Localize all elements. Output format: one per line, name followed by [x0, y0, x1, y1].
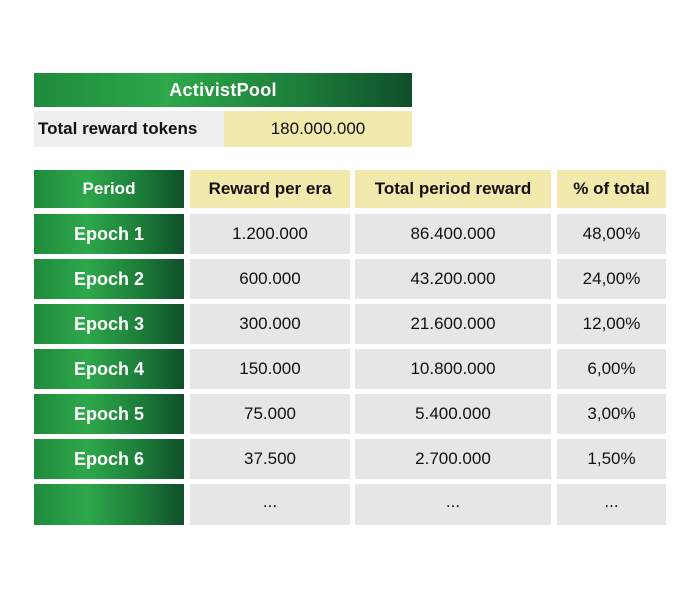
header-total-period-reward: Total period reward: [355, 170, 551, 208]
cell-pct-of-total: 24,00%: [557, 259, 666, 299]
cell-pct-of-total: 1,50%: [557, 439, 666, 479]
row-period-epoch-2: Epoch 2: [34, 259, 184, 299]
cell-pct-of-total: ...: [557, 484, 666, 525]
cell-total-period-reward: 43.200.000: [355, 259, 551, 299]
cell-reward-per-era: 75.000: [190, 394, 350, 434]
row-period-epoch-1: Epoch 1: [34, 214, 184, 254]
cell-reward-per-era: 600.000: [190, 259, 350, 299]
header-reward-per-era: Reward per era: [190, 170, 350, 208]
total-reward-value: 180.000.000: [224, 111, 412, 147]
cell-reward-per-era: 300.000: [190, 304, 350, 344]
cell-total-period-reward: 2.700.000: [355, 439, 551, 479]
pool-title: ActivistPool: [34, 73, 412, 107]
row-period-continuation: [34, 484, 184, 525]
header-pct-of-total: % of total: [557, 170, 666, 208]
row-period-epoch-5: Epoch 5: [34, 394, 184, 434]
cell-total-period-reward: 21.600.000: [355, 304, 551, 344]
cell-reward-per-era: 150.000: [190, 349, 350, 389]
cell-total-period-reward: 10.800.000: [355, 349, 551, 389]
row-period-epoch-3: Epoch 3: [34, 304, 184, 344]
cell-total-period-reward: 86.400.000: [355, 214, 551, 254]
cell-reward-per-era: 37.500: [190, 439, 350, 479]
header-period: Period: [34, 170, 184, 208]
total-reward-label: Total reward tokens: [34, 111, 224, 147]
cell-reward-per-era: 1.200.000: [190, 214, 350, 254]
cell-pct-of-total: 6,00%: [557, 349, 666, 389]
row-period-epoch-6: Epoch 6: [34, 439, 184, 479]
cell-pct-of-total: 12,00%: [557, 304, 666, 344]
cell-pct-of-total: 48,00%: [557, 214, 666, 254]
cell-total-period-reward: ...: [355, 484, 551, 525]
cell-total-period-reward: 5.400.000: [355, 394, 551, 434]
cell-pct-of-total: 3,00%: [557, 394, 666, 434]
row-period-epoch-4: Epoch 4: [34, 349, 184, 389]
cell-reward-per-era: ...: [190, 484, 350, 525]
